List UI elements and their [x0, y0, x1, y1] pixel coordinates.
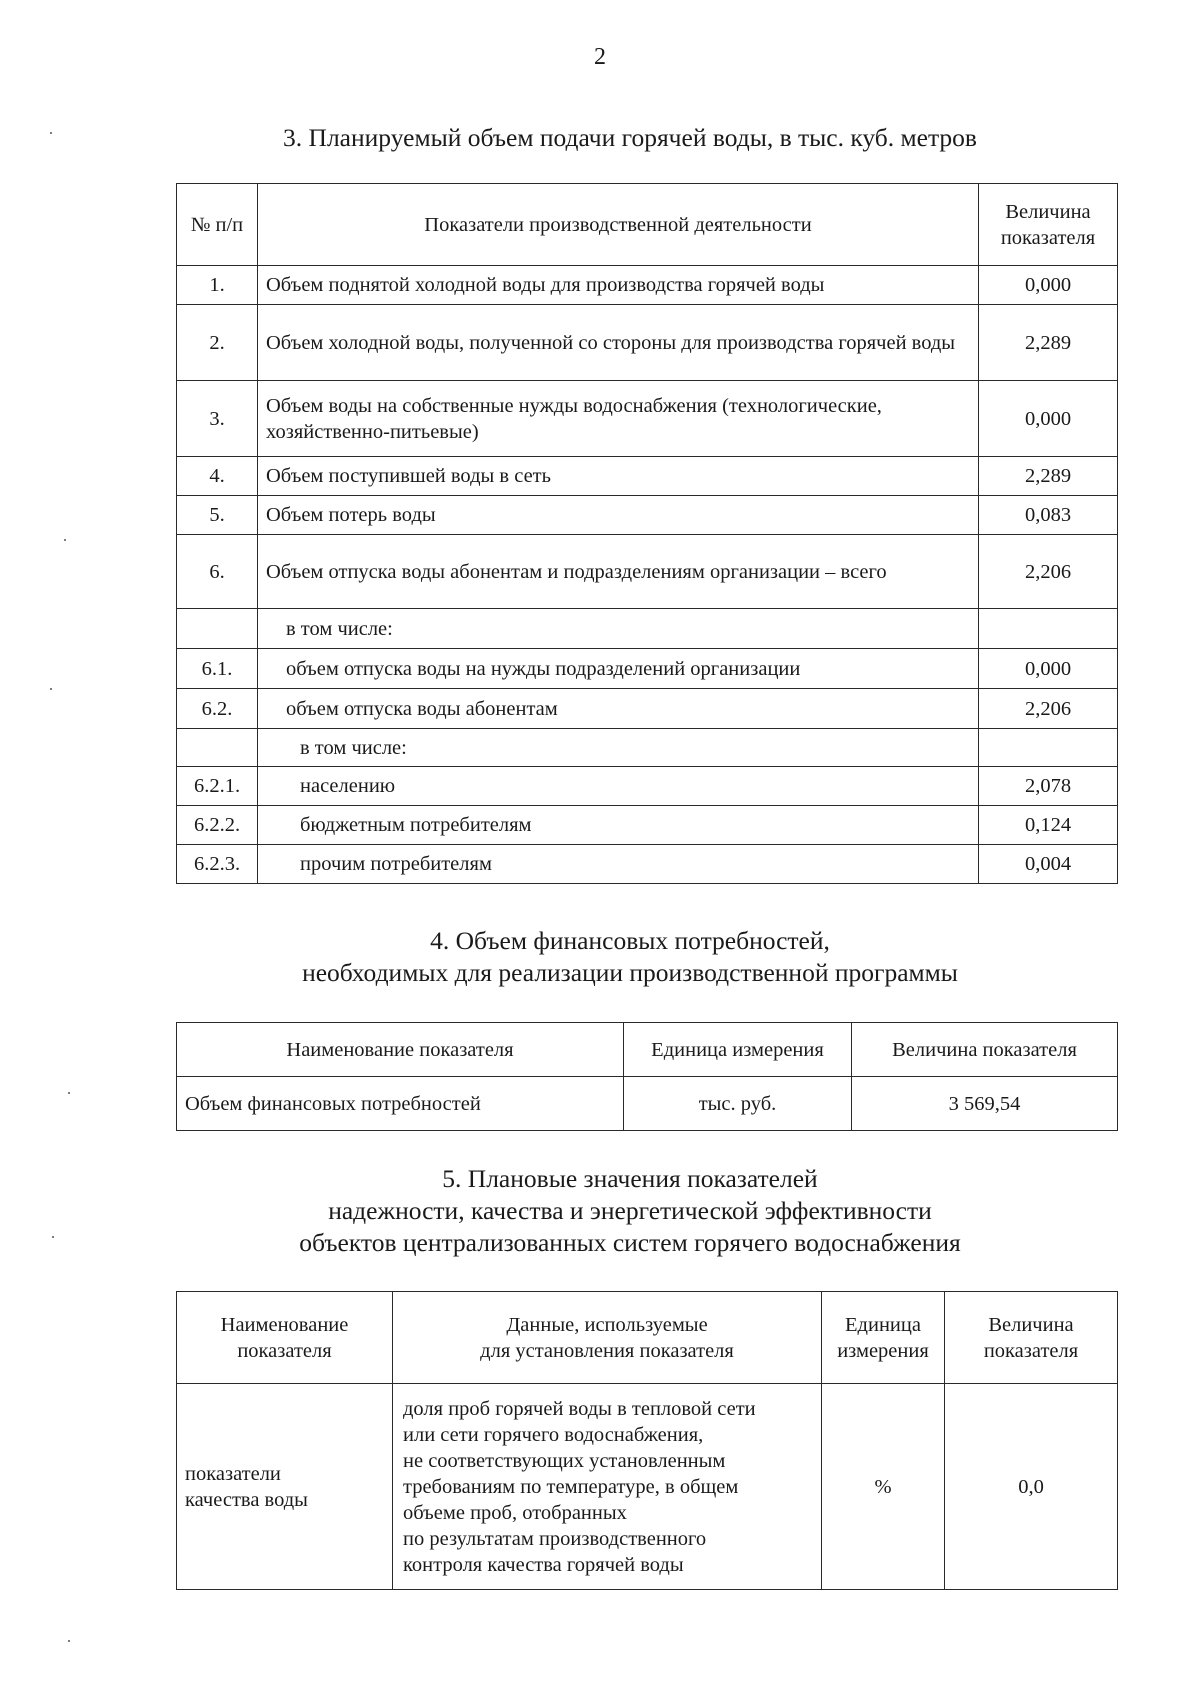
row-value: 0,000	[979, 381, 1118, 457]
row-num: 6.2.3.	[177, 845, 258, 884]
row-num: 6.	[177, 535, 258, 609]
table-row	[177, 305, 1118, 381]
table-header-row	[177, 1023, 1118, 1077]
section3-table	[176, 183, 1118, 884]
row-name: Объем холодной воды, полученной со стороны для производства горячей воды	[258, 305, 979, 381]
table-header-row	[177, 184, 1118, 266]
table-row	[177, 689, 1118, 729]
section3-title: 3. Планируемый объем подачи горячей воды, в тыс. куб. метров	[283, 123, 977, 152]
row-num	[177, 729, 258, 767]
row-name-line1: показатели	[185, 1462, 281, 1485]
row-num: 6.2.	[177, 689, 258, 729]
row-data-line: по результатам производственного	[403, 1527, 707, 1550]
section5-title-line3: объектов централизованных систем горячего водоснабжения	[299, 1228, 961, 1257]
row-value	[979, 609, 1118, 649]
row-num: 1.	[177, 266, 258, 305]
header-name-line2: показателя	[237, 1339, 332, 1362]
table-row	[177, 609, 1118, 649]
table-row	[177, 767, 1118, 806]
header-name-line1: Наименование	[220, 1313, 349, 1336]
table-row	[177, 729, 1118, 767]
header-value-line2: показателя	[983, 1339, 1079, 1362]
row-value: 0,083	[979, 496, 1118, 535]
row-value: 0,0	[945, 1384, 1118, 1590]
header-unit-line2: измерения	[837, 1339, 929, 1362]
table-row	[177, 649, 1118, 689]
row-name: Объем воды на собственные нужды водоснабжения (технологические, хозяйственно-питьевые)	[258, 381, 979, 457]
row-value: 0,000	[979, 649, 1118, 689]
header-unit-line1: Единица	[845, 1313, 921, 1336]
row-name: Объем потерь воды	[258, 496, 979, 535]
row-name: Объем отпуска воды абонентам и подразделениям организации – всего	[258, 535, 979, 609]
row-data-line: объеме проб, отобранных	[403, 1501, 627, 1524]
row-value: 2,206	[979, 689, 1118, 729]
row-name	[177, 1384, 393, 1590]
section5-table	[176, 1291, 1118, 1590]
header-name	[177, 1292, 393, 1384]
table-row	[177, 845, 1118, 884]
row-value	[979, 729, 1118, 767]
table-row	[177, 496, 1118, 535]
row-num: 4.	[177, 457, 258, 496]
scan-speck	[50, 132, 52, 134]
row-num: 6.2.1.	[177, 767, 258, 806]
section4-title-line2: необходимых для реализации производственной программы	[302, 958, 958, 987]
row-name: Объем поступившей воды в сеть	[258, 457, 979, 496]
row-num: 5.	[177, 496, 258, 535]
header-value	[945, 1292, 1118, 1384]
row-value: 0,004	[979, 845, 1118, 884]
section5-title-line1: 5. Плановые значения показателей	[442, 1164, 818, 1193]
row-value: 2,206	[979, 535, 1118, 609]
row-value: 2,289	[979, 457, 1118, 496]
row-value: 2,078	[979, 767, 1118, 806]
row-data-line: контроля качества горячей воды	[403, 1553, 684, 1576]
row-name: объем отпуска воды абонентам	[258, 689, 979, 729]
header-value: Величина показателя	[852, 1023, 1118, 1077]
row-unit: тыс. руб.	[624, 1077, 852, 1131]
row-data-line: не соответствующих установленным	[403, 1449, 726, 1472]
scan-speck	[52, 1236, 54, 1238]
header-name: Наименование показателя	[177, 1023, 624, 1077]
header-value-line1: Величина	[988, 1313, 1074, 1336]
row-value: 3 569,54	[852, 1077, 1118, 1131]
row-data-line: требованиям по температуре, в общем	[403, 1475, 739, 1498]
row-name-line2: качества воды	[185, 1488, 308, 1511]
table-row	[177, 1077, 1118, 1131]
row-unit: %	[822, 1384, 945, 1590]
table-row	[177, 535, 1118, 609]
row-data-line: или сети горячего водоснабжения,	[403, 1423, 704, 1446]
table-header-row	[177, 1292, 1118, 1384]
header-unit: Единица измерения	[624, 1023, 852, 1077]
scan-speck	[64, 539, 66, 541]
row-name: прочим потребителям	[258, 845, 979, 884]
header-value: Величина показателя	[979, 184, 1118, 266]
row-name: Объем финансовых потребностей	[177, 1077, 624, 1131]
table-row	[177, 266, 1118, 305]
table-row	[177, 806, 1118, 845]
header-indicator: Показатели производственной деятельности	[258, 184, 979, 266]
row-value: 0,000	[979, 266, 1118, 305]
header-data-line2: для установления показателя	[480, 1339, 734, 1362]
table-row	[177, 381, 1118, 457]
row-num: 2.	[177, 305, 258, 381]
row-name: объем отпуска воды на нужды подразделений организации	[258, 649, 979, 689]
section5-title-line2: надежности, качества и энергетической эффективности	[328, 1196, 932, 1225]
row-num	[177, 609, 258, 649]
header-data-line1: Данные, используемые	[506, 1313, 708, 1336]
row-num: 6.1.	[177, 649, 258, 689]
row-value: 0,124	[979, 806, 1118, 845]
section4-table	[176, 1022, 1118, 1131]
header-data	[393, 1292, 822, 1384]
row-name: в том числе:	[258, 609, 979, 649]
scan-speck	[68, 1640, 70, 1642]
row-data-line: доля проб горячей воды в тепловой сети	[403, 1397, 756, 1420]
section4-title-line1: 4. Объем финансовых потребностей,	[430, 926, 830, 955]
row-name: Объем поднятой холодной воды для производства горячей воды	[258, 266, 979, 305]
table-row	[177, 457, 1118, 496]
row-name: населению	[258, 767, 979, 806]
scan-speck	[50, 688, 52, 690]
row-name: бюджетным потребителям	[258, 806, 979, 845]
header-unit	[822, 1292, 945, 1384]
row-name: в том числе:	[258, 729, 979, 767]
row-num: 3.	[177, 381, 258, 457]
row-num: 6.2.2.	[177, 806, 258, 845]
page-number: 2	[594, 44, 606, 70]
scan-speck	[68, 1092, 70, 1094]
row-value: 2,289	[979, 305, 1118, 381]
header-num: № п/п	[177, 184, 258, 266]
table-row	[177, 1384, 1118, 1590]
row-data	[393, 1384, 822, 1590]
